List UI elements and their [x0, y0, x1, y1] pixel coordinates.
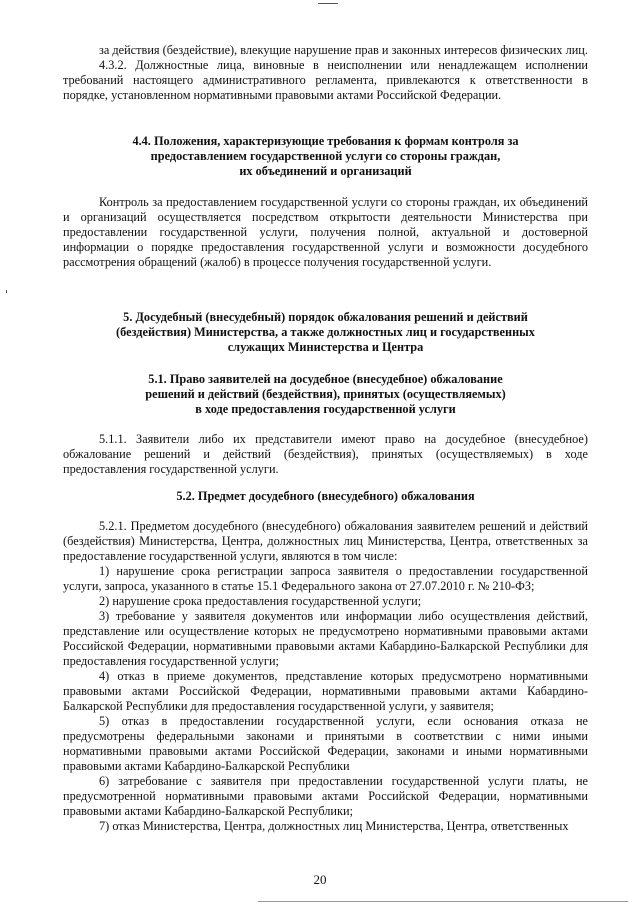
heading-4-4	[63, 134, 588, 179]
heading-4-4-line2: предоставлением государственной услуги со стороны граждан,	[150, 149, 501, 163]
scan-mark-bottom-right	[258, 901, 628, 902]
paragraph-5-1-1	[63, 432, 588, 477]
page-number: 20	[313, 872, 327, 887]
heading-5-line3: служащих Министерства и Центра	[227, 340, 424, 354]
paragraph-4-3-2-text: 4.3.2. Должностные лица, виновные в неисполнении или ненадлежащем исполнении требований настоящего административного регламента, привлекаются к ответственности в порядке, установленном нормативными правовыми актами Российской Федерации.	[63, 58, 588, 102]
list-item-2: 2) нарушение срока предоставления государственной услуги;	[99, 594, 422, 608]
heading-5-line2: (бездействия) Министерства, а также должностных лиц и государственных	[116, 325, 535, 339]
list-block	[63, 519, 588, 834]
list-item-6: 6) затребование с заявителя при предоставлении государственной услуги платы, не предусмотренной нормативными правовыми актами Российской Федерации, нормативными правовыми актами Кабардино-Балкарской Республики;	[63, 774, 588, 818]
heading-5-line1: 5. Досудебный (внесудебный) порядок обжалования решений и действий	[123, 310, 528, 324]
list-item-7: 7) отказ Министерства, Центра, должностных лиц Министерства, Центра, ответственных	[99, 819, 569, 833]
paragraph-control	[63, 195, 588, 270]
top-fragment-text: за действия (бездействие), влекущие нарушение прав и законных интересов физических лиц.	[99, 43, 588, 57]
scan-mark-left	[6, 290, 7, 293]
heading-5-2	[63, 489, 588, 504]
list-item-1: 1) нарушение срока регистрации запроса заявителя о предоставлении государственной услуги, запроса, указанного в статье 15.1 Федерального закона от 27.07.2010 г. № 210-ФЗ;	[63, 564, 588, 593]
list-item-4: 4) отказ в приеме документов, представление которых предусмотрено нормативными правовыми актами Российской Федерации, нормативными правовыми актами Кабардино-Балкарской Республики для предоставления государственной услуги, у заявителя;	[63, 669, 588, 713]
list-item-5: 5) отказ в предоставлении государственной услуги, если основания отказа не предусмотрены федеральными законами и принятыми в соответствии с ними иными нормативными правовыми актами Российской Федерации, законами и иными нормативными правовыми актами Кабардино-Балкарской Республики	[63, 714, 588, 773]
paragraph-4-3-2	[63, 58, 588, 103]
heading-5-1	[63, 372, 588, 417]
top-fragment-block	[63, 43, 588, 58]
list-item-3: 3) требование у заявителя документов или информации либо осуществления действий, представление или осуществление которых не предусмотрено нормативными правовыми актами Российской Федерации, нормативными правовыми актами Кабардино-Балкарской Республики для предоставления государственной услуги;	[63, 609, 588, 668]
heading-5-2-text: 5.2. Предмет досудебного (внесудебного) обжалования	[176, 489, 475, 503]
heading-5	[63, 310, 588, 355]
heading-4-4-line3: их объединений и организаций	[239, 164, 412, 178]
paragraph-control-text: Контроль за предоставлением государственной услуги со стороны граждан, их объединений и организаций осуществляется посредством открытости деятельности Министерства при предоставлении государственной услуги, получения полной, актуальной и достоверной информации о порядке предоставления государственной услуги и возможности досудебного рассмотрения обращений (жалоб) в процессе получения государственной услуги.	[63, 195, 588, 269]
heading-4-4-line1: 4.4. Положения, характеризующие требования к формам контроля за	[132, 134, 519, 148]
paragraph-5-2-1-text: 5.2.1. Предметом досудебного (внесудебного) обжалования заявителем решений и действий (бездействия) Министерства, Центра, должностных лиц Министерства, Центра, ответственных за предоставление государственной услуги, являются в том числе:	[63, 519, 588, 563]
heading-5-1-line1: 5.1. Право заявителей на досудебное (внесудебное) обжалование	[148, 372, 503, 386]
heading-5-1-line2: решений и действий (бездействия), принятых (осуществляемых)	[145, 387, 506, 401]
scan-mark-top	[318, 3, 338, 4]
paragraph-5-1-1-text: 5.1.1. Заявители либо их представители имеют право на досудебное (внесудебное) обжалование решений и действий (бездействия), принятых (осуществляемых) в ходе предоставления государственной услуги.	[63, 432, 588, 476]
heading-5-1-line3: в ходе предоставления государственной услуги	[195, 402, 456, 416]
